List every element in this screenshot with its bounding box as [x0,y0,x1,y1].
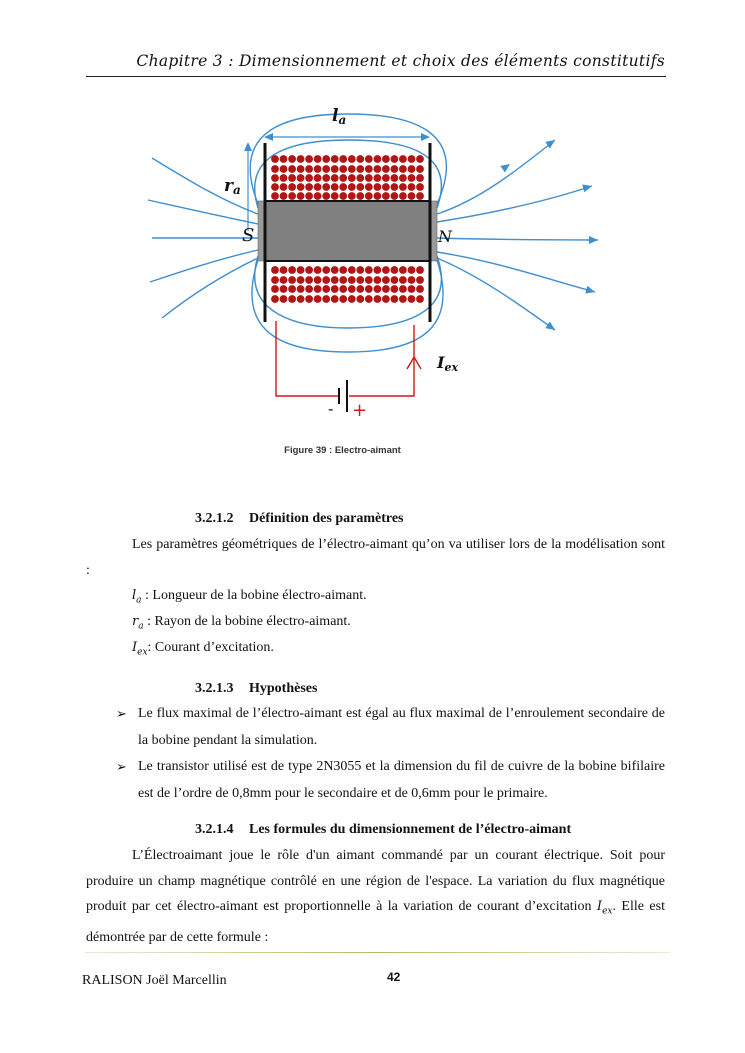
field-arrowhead [500,161,512,173]
definition-la [132,588,367,606]
battery-minus: - [328,400,334,418]
coil-dot [297,192,305,200]
coil-dot [365,192,373,200]
coil-dot [356,295,364,303]
coil-dot [280,295,288,303]
coil-dot [271,183,279,191]
coil-dot [280,165,288,173]
coil-dot [288,295,296,303]
label-current-main: I [437,353,445,372]
circuit-wire [276,321,339,396]
coil-dot [339,155,347,163]
coil-dot [408,155,416,163]
coil-dot [280,276,288,284]
coil-dot [297,295,305,303]
chapter-header: Chapitre 3 : Dimensionnement et choix des éléments constitutifs [136,52,665,70]
label-radius [224,176,241,197]
label-length-main: l [332,106,339,126]
coil-dot [382,183,390,191]
coil-dot [348,285,356,293]
label-radius-sub: a [232,183,241,197]
coil-dot [348,266,356,274]
electromagnet-figure [140,92,610,422]
coil-dot [322,192,330,200]
coil-dot [391,276,399,284]
coil-dot [374,165,382,173]
symbol-iex: $I_{ex}$ [132,640,148,658]
coil-dot [374,276,382,284]
coil-dot [271,276,279,284]
coil-dot [271,155,279,163]
coil-dot [382,165,390,173]
formulas-intro-paragraph [86,843,665,951]
coil-dot [356,276,364,284]
coil-dot [399,295,407,303]
coil-dot [408,183,416,191]
coil-dot [331,295,339,303]
symbol-la: $l_a$ [132,588,142,606]
footer-author: RALISON Joël Marcellin [82,973,227,988]
coil-dot [382,192,390,200]
coil-dot [356,192,364,200]
coil-dot [297,174,305,182]
coil-dot [416,192,424,200]
coil-dot [322,266,330,274]
label-length [332,106,346,127]
label-current-sub: ex [444,361,459,374]
coil-dot [365,285,373,293]
battery-plus: + [352,400,368,421]
circuit-wire-return [349,325,414,396]
coil-dot [382,266,390,274]
section-heading-3-2-1-2 [195,511,404,527]
coil-dot [408,276,416,284]
coil-dot [331,174,339,182]
coil-dot [288,266,296,274]
coil-dot [297,155,305,163]
field-line [148,200,258,224]
coil-dot [356,174,364,182]
coil-dot [391,295,399,303]
coil-dot [331,266,339,274]
coil-dot [322,165,330,173]
coil-dot [322,285,330,293]
coil-dot [399,285,407,293]
coil-dot [305,266,313,274]
coil-dot [339,192,347,200]
field-line [437,258,555,330]
coil-dot [416,276,424,284]
coil-dot [365,183,373,191]
coil-dot [288,276,296,284]
coil-dot [348,174,356,182]
pole-label-south: S [242,225,255,246]
coil-dot [365,165,373,173]
coil-dot [356,266,364,274]
coil-dot [348,192,356,200]
coil-dot [339,285,347,293]
bullet-arrow-icon: ➢ [116,706,127,721]
hypothesis-bullet-1: Le flux maximal de l’électro-aimant est égal au flux maximal de l’enroulement secondaire de la bobine pendant la simulation. [138,706,665,748]
coil-dot [391,155,399,163]
coil-dot [399,174,407,182]
field-line [162,258,258,318]
header-rule [86,76,666,77]
coil-dot [348,295,356,303]
coil-dot [322,174,330,182]
coil-dot [416,174,424,182]
coil-dot [348,155,356,163]
coil-dot [391,192,399,200]
label-radius-main: r [224,176,233,196]
coil-dot [314,165,322,173]
coil-dot [297,266,305,274]
coil-dot [331,155,339,163]
coil-dot [331,276,339,284]
section-title: Les formules du dimensionnement de l’électro-aimant [249,822,572,837]
field-arrowhead [589,236,598,244]
coil-dot [399,183,407,191]
field-line [152,158,258,214]
coil-dot [314,183,322,191]
field-arrowhead [585,286,596,296]
paragraph-text: L’Électroaimant joue le rôle d'un aimant commandé par un courant électrique. Soit pour produire un champ magnétique contrôlé en une région de l'espace. La variation du flux magnétique produit par cet électro-aimant est proportionnelle à la variation de courant d’excitation [86,848,665,914]
coil-dot [339,183,347,191]
coil-dot [271,266,279,274]
paragraph-text-end: . Elle est démontrée par de cette formule : [86,899,665,946]
coil-dot [314,295,322,303]
definition-text: : Longueur de la bobine électro-aimant. [141,588,367,603]
coil-dot [331,285,339,293]
figure-caption: Figure 39 : Electro-aimant [284,445,401,456]
coil-dot [288,285,296,293]
bullet-arrow-icon: ➢ [116,759,127,774]
coil-dot [305,276,313,284]
section-heading-3-2-1-3 [195,681,317,697]
coil-dot [314,276,322,284]
coil-dot [391,285,399,293]
section-number: 3.2.1.2 [195,511,234,526]
section-title: Définition des paramètres [249,511,404,526]
coil-dot [305,174,313,182]
coil-dot [288,192,296,200]
section-title: Hypothèses [249,681,318,696]
coil-dot [305,295,313,303]
coil-dot [399,165,407,173]
coil-dot [280,174,288,182]
coil-dot [408,295,416,303]
coil-dot [297,183,305,191]
coil-dot [399,192,407,200]
coil-dot [280,183,288,191]
coil-dot [271,174,279,182]
footer-rule [85,952,670,953]
coil-dot [382,174,390,182]
coil-dot [305,183,313,191]
section-number: 3.2.1.3 [195,681,234,696]
coil-dot [322,183,330,191]
coil-dot [416,285,424,293]
coil-dot [305,165,313,173]
coil-dot [408,266,416,274]
pole-cap-north [431,201,437,261]
field-line [437,140,555,214]
coil-dot [382,295,390,303]
coil-dot [271,295,279,303]
coil-dot [391,174,399,182]
coil-dot [374,183,382,191]
coil-dot [356,183,364,191]
coil-dot [408,285,416,293]
coil-dot [280,285,288,293]
label-length-sub: a [338,113,347,127]
coil-dot [374,266,382,274]
coil-dot [399,155,407,163]
coil-dot [288,183,296,191]
field-arrowhead [545,322,557,334]
coil-dot [322,295,330,303]
coil-dot [271,165,279,173]
coil-dot [280,266,288,274]
radius-dimension-arrow [244,142,252,231]
page-number: 42 [387,970,401,984]
coil-dot [391,183,399,191]
iron-core [264,201,431,261]
pole-label-north: N [438,227,452,246]
coil-dot [271,192,279,200]
coil-dot [399,276,407,284]
coil-dot [348,165,356,173]
definition-iex [132,640,274,658]
coil-dot [391,165,399,173]
coil-dot [339,266,347,274]
coil-dot [408,174,416,182]
coil-dot [280,192,288,200]
coil-dot [322,276,330,284]
coil-dot [271,285,279,293]
coil-dot [365,295,373,303]
coil-dot [416,183,424,191]
coil-dot [356,155,364,163]
coil-dot [416,155,424,163]
coil-dot [382,276,390,284]
coil-dot [374,174,382,182]
coil-dot [314,266,322,274]
definition-ra [132,614,351,632]
coil-dot [374,155,382,163]
parameters-intro-paragraph: Les paramètres géométriques de l’électro-aimant qu’on va utiliser lors de la modélisation sont : [86,537,665,578]
coil-dot [408,192,416,200]
coil-dot [365,174,373,182]
field-arrowheads [500,137,598,334]
coil-dot [288,155,296,163]
coil-dot [331,183,339,191]
coil-dot [339,295,347,303]
coil-dot [365,266,373,274]
coil-dot [374,192,382,200]
section-heading-3-2-1-4 [195,822,571,838]
coil-dot [314,155,322,163]
coil-dot [331,165,339,173]
coil-dot [314,285,322,293]
coil-dot [331,192,339,200]
coil-dot [408,165,416,173]
coil-dot [322,155,330,163]
pole-cap-south [258,201,264,261]
coil-dot [382,155,390,163]
coil-dot [391,266,399,274]
section-number: 3.2.1.4 [195,822,234,837]
coil-dot [339,276,347,284]
coil-dot [314,192,322,200]
definition-text: : Rayon de la bobine électro-aimant. [143,614,351,629]
coil-dot [374,295,382,303]
coil-dot [305,285,313,293]
hypothesis-bullet-2: Le transistor utilisé est de type 2N3055 et la dimension du fil de cuivre de la bobine bifilaire est de l’ordre de 0,8mm pour le secondaire et de 0,6mm pour le primaire. [138,759,665,801]
label-current [436,353,458,374]
coil-dot [280,155,288,163]
coil-dot [297,285,305,293]
symbol-iex-inline: $I_{ex}$ [596,899,613,917]
definition-text: : Courant d’excitation. [147,640,274,655]
coil-dot [382,285,390,293]
coil-dot [288,174,296,182]
symbol-ra: $r_a$ [132,614,144,632]
coil-dot [305,192,313,200]
coil-dot [339,165,347,173]
coil-dot [416,266,424,274]
coil-dot [365,276,373,284]
field-line [437,252,595,292]
coil-dot [348,183,356,191]
coil-dot [399,266,407,274]
coil-dot [297,165,305,173]
coil-dot [416,295,424,303]
coil-dot [297,276,305,284]
coil-dot [374,285,382,293]
field-line [437,238,598,240]
coil-dot [365,155,373,163]
coil-dot [339,174,347,182]
field-arrowhead [582,182,593,192]
coil-dot [288,165,296,173]
coil-dot [416,165,424,173]
coil-dot [348,276,356,284]
coil-dot [314,174,322,182]
coil-dot [356,165,364,173]
coil-dot [305,155,313,163]
coil-dot [356,285,364,293]
